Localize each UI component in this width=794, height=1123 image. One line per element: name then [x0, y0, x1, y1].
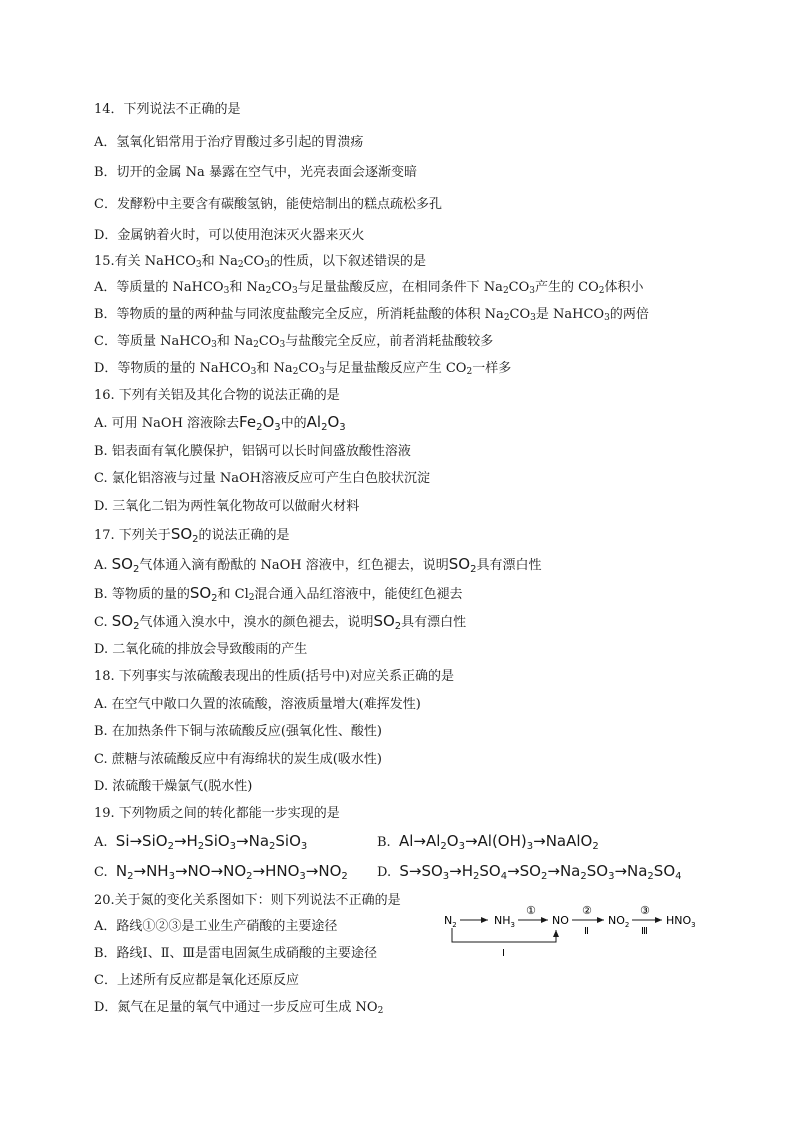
q16-option-a: A. 可用 NaOH 溶液除去$Fe_2O_3$中的$Al_2O_3$	[94, 413, 346, 433]
q17-option-c: C. $SO_2$气体通入溴水中，溴水的颜色褪去，说明$SO_2$具有漂白性	[94, 612, 467, 632]
q19-option-a: A. $Si\to SiO_2\to H_2SiO_3\to Na_2SiO_3$	[94, 832, 308, 852]
q15-stem: 15.有关 NaHCO$_3$和 $Na_2CO_3$的性质，以下叙述错误的是	[94, 254, 426, 270]
q15-option-b: B．等物质的量的两种盐与同浓度盐酸完全反应，所消耗盐酸的体积 $Na_2CO_3$是 NaHCO$_3$的两倍	[94, 307, 649, 323]
diagram-nh3: $NH_3$	[494, 914, 515, 929]
q20-option-c: C．上述所有反应都是氧化还原反应	[94, 973, 299, 988]
diagram-step-1: ①	[526, 904, 536, 917]
q15-option-d: D．等物质的量的 NaHCO$_3$和 $Na_2CO_3$与足量盐酸反应产生 $CO_2$一样多	[94, 361, 512, 377]
q17-option-d: D. 二氧化硫的排放会导致酸雨的产生	[94, 642, 308, 657]
q18-option-c: C. 蔗糖与浓硫酸反应中有海绵状的炭生成(吸水性)	[94, 752, 382, 767]
q16-option-c: C. 氯化铝溶液与过量 NaOH溶液反应可产生白色胶状沉淀	[94, 471, 431, 486]
q19-option-b: B. $Al\to Al_2O_3\to Al(OH)_3\to NaAlO_2$	[377, 832, 599, 852]
q17-option-a: A. $SO_2$气体通入滴有酚酞的 NaOH 溶液中，红色褪去，说明$SO_2$具有漂白性	[94, 555, 542, 575]
diagram-n2: $N_2$	[444, 914, 457, 929]
q15-option-c: C．等质量 NaHCO$_3$和 $Na_2CO_3$与盐酸完全反应，前者消耗盐酸较多	[94, 334, 494, 350]
diagram-no2: $NO_2$	[608, 914, 630, 929]
q18-option-b: B. 在加热条件下铜与浓硫酸反应(强氧化性、酸性)	[94, 724, 382, 739]
q20-option-b: B．路线Ⅰ、Ⅱ、Ⅲ是雷电固氮生成硝酸的主要途径	[94, 946, 378, 961]
arrow-n2-no-route1	[452, 928, 556, 942]
q19-row-2	[94, 862, 682, 886]
q19-row-1	[94, 832, 599, 856]
diagram-route-3: Ⅲ	[641, 926, 648, 937]
diagram-no: NO	[552, 914, 569, 927]
q19-option-c: C. $N_2\to NH_3\to NO\to NO_2\to HNO_3\to NO_2$	[94, 862, 348, 882]
q17-stem: 17. 下列关于$SO_2$的说法正确的是	[94, 525, 290, 545]
q17-option-b: B. 等物质的量的$SO_2$和 $Cl_2$混合通入品红溶液中，能使红色褪去	[94, 584, 463, 604]
q14-option-b: B．切开的金属 Na 暴露在空气中，光亮表面会逐渐变暗	[94, 165, 417, 180]
nitrogen-diagram	[440, 898, 700, 960]
q20-option-a: A．路线①②③是工业生产硝酸的主要途径	[94, 919, 338, 934]
diagram-route-1: Ⅰ	[502, 948, 505, 959]
q14-option-c: C．发酵粉中主要含有碳酸氢钠，能使焙制出的糕点疏松多孔	[94, 197, 442, 212]
q18-option-a: A. 在空气中敞口久置的浓硫酸，溶液质量增大(难挥发性)	[94, 697, 421, 712]
q20-stem: 20.关于氮的变化关系图如下：则下列说法不正确的是	[94, 893, 401, 908]
q18-option-d: D. 浓硫酸干燥氯气(脱水性)	[94, 779, 253, 794]
diagram-step-2: ②	[582, 904, 592, 917]
q14-option-d: D．金属钠着火时，可以使用泡沫灭火器来灭火	[94, 228, 365, 243]
q16-option-d: D. 三氧化二铝为两性氧化物故可以做耐火材料	[94, 499, 360, 514]
q14-stem: 14．下列说法不正确的是	[94, 102, 241, 117]
q19-option-d: D. $S\to SO_3\to H_2SO_4\to SO_2\to Na_2SO_3\to Na_2SO_4$	[377, 862, 682, 882]
diagram-hno3: $HNO_3$	[666, 914, 696, 929]
q16-stem: 16. 下列有关铝及其化合物的说法正确的是	[94, 388, 340, 403]
q14-option-a: A．氢氧化铝常用于治疗胃酸过多引起的胃溃疡	[94, 135, 364, 150]
diagram-route-2: Ⅱ	[584, 926, 589, 937]
diagram-step-3: ③	[640, 904, 650, 917]
q15-option-a: A．等质量的 NaHCO$_3$和 $Na_2CO_3$与足量盐酸反应，在相同条件下 $Na_2CO_3$产生的 $CO_2$体积小	[94, 280, 644, 296]
q18-stem: 18. 下列事实与浓硫酸表现出的性质(括号中)对应关系正确的是	[94, 669, 454, 684]
q20-option-d: D．氮气在足量的氧气中通过一步反应可生成 $NO_2$	[94, 1000, 384, 1016]
q19-stem: 19. 下列物质之间的转化都能一步实现的是	[94, 806, 340, 821]
q16-option-b: B. 铝表面有氧化膜保护，铝锅可以长时间盛放酸性溶液	[94, 444, 411, 459]
